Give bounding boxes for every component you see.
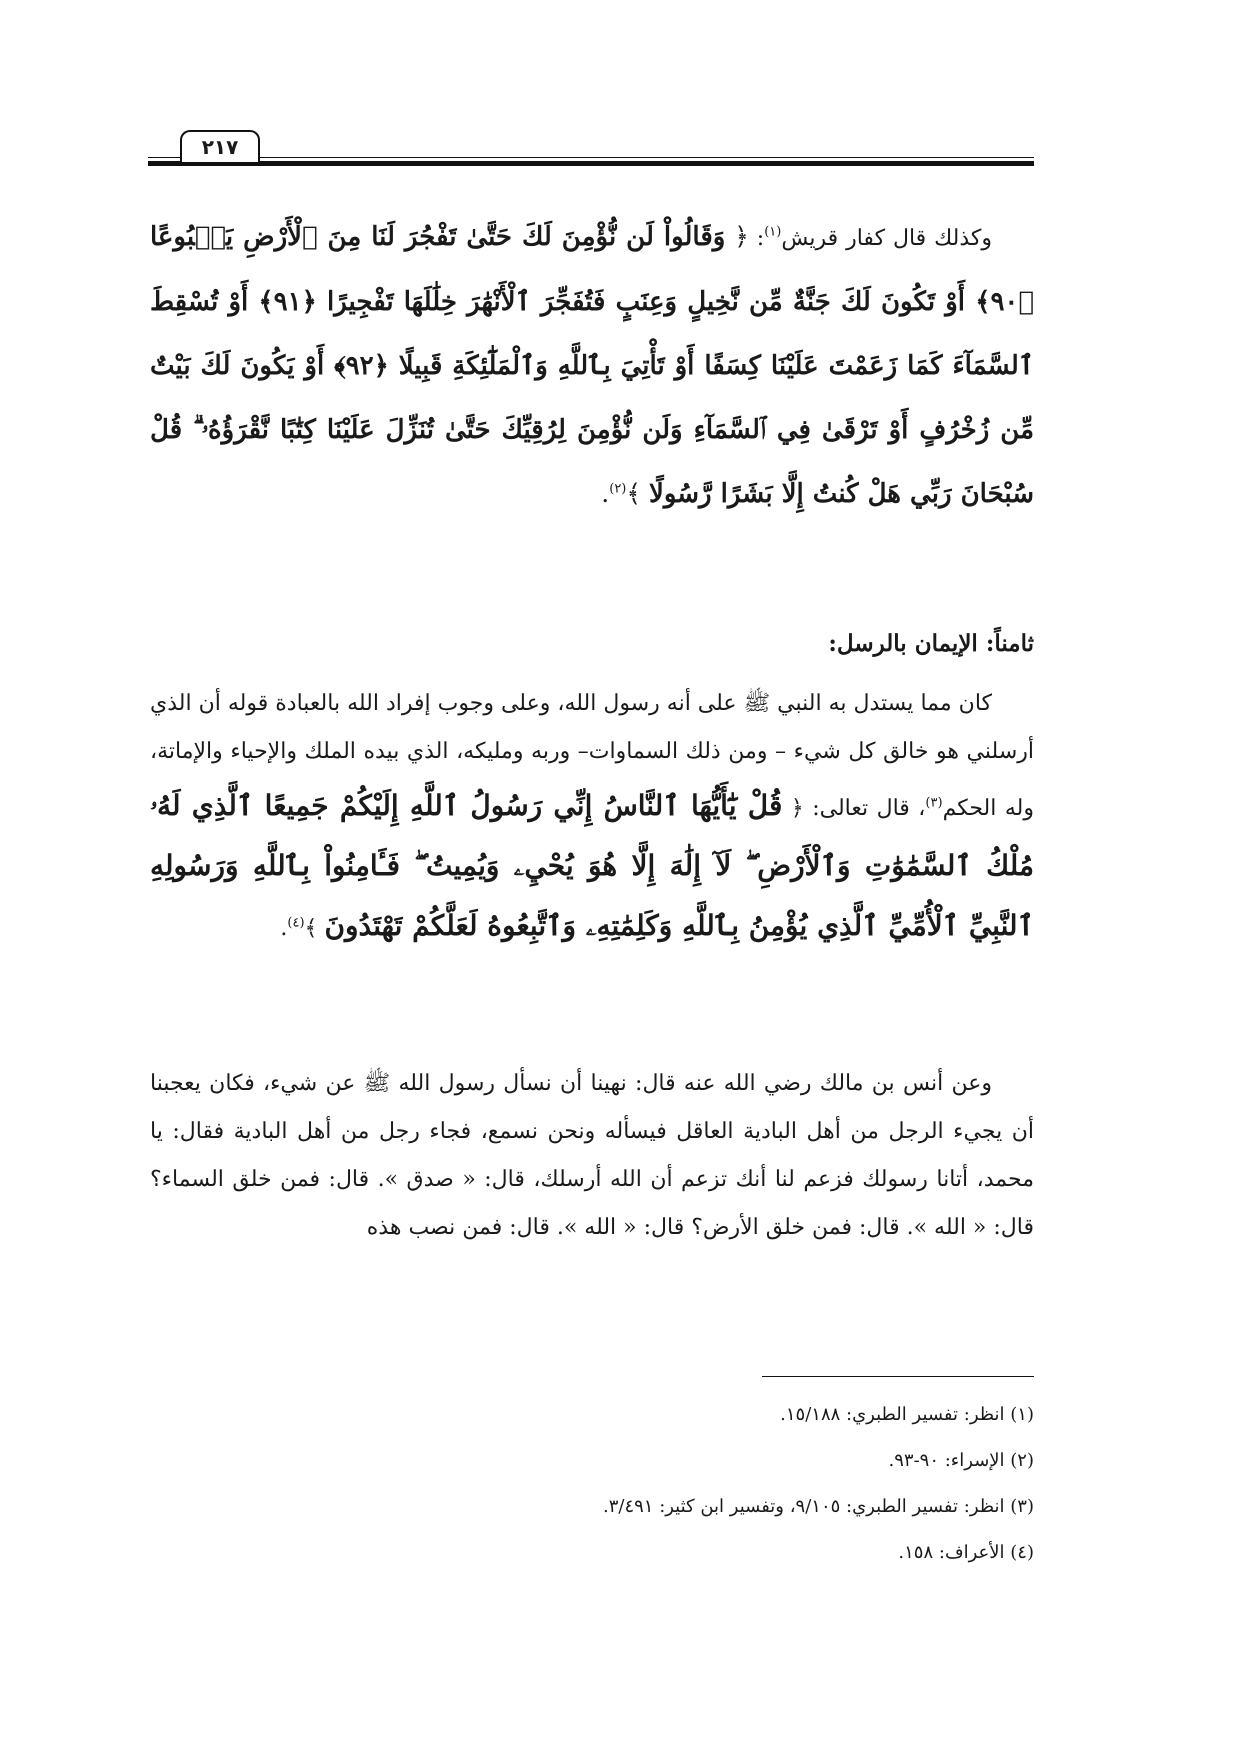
paragraph-hadith-anas <box>150 1060 1034 1252</box>
footnote-ref-1: (١) <box>764 224 782 240</box>
header-rule-thin <box>148 157 1034 158</box>
quran-open-bracket: ﴿ <box>782 796 804 821</box>
header-rule-thick <box>148 161 1034 166</box>
footnote-ref-2: (٢) <box>609 481 627 497</box>
para1-intro: وكذلك قال كفار قريش <box>781 226 992 251</box>
section-heading: ثامناً: الإيمان بالرسل: <box>828 630 1034 657</box>
quran-close-bracket: ﴾ <box>304 916 325 941</box>
quran-close-bracket: ﴾ <box>626 479 649 508</box>
paragraph-quran-isra <box>150 205 1034 526</box>
para2-text: كان مما يستدل به النبي ﷺ على أنه رسول الله، وعلى وجوب إفراد الله بالعبادة قوله أن الذي أرسلني هو خالق كل شيء – ومن ذلك السماوات– وربه ومليكه، الذي بيده الملك والإحياء والإماتة، وله الحكم <box>150 691 1034 821</box>
footnote-4: (٤) الأعراف: ١٥٨. <box>898 1542 1034 1563</box>
footnote-3: (٣) انظر: تفسير الطبري: ٩/١٠٥، وتفسير ابن كثير: ٣/٤٩١. <box>602 1496 1034 1517</box>
para1-colon: : <box>748 226 765 251</box>
para2-lead: ، قال تعالى: <box>803 796 926 821</box>
paragraph-belief-in-messengers <box>150 680 1034 956</box>
page-number: ٢١٧ <box>180 130 260 162</box>
page-header <box>148 128 1034 172</box>
footnote-divider <box>762 1376 1034 1377</box>
footnotes <box>150 1392 1034 1576</box>
footnote-ref-4: (٤) <box>287 915 305 931</box>
quran-verse-araf: قُلْ يَٰٓأَيُّهَا ٱلنَّاسُ إِنِّي رَسُولُ ٱللَّهِ إِلَيْكُمْ جَمِيعًا ٱلَّذِي لَهُۥ مُلْكُ ٱلسَّمَٰوَٰتِ وَٱلْأَرْضِ ۖ لَآ إِلَٰهَ إِلَّا هُوَ يُحْيِۦ وَيُمِيتُ ۖ فَـَٔامِنُواْ بِٱللَّهِ وَرَسُولِهِ ٱلنَّبِيِّ ٱلْأُمِّيِّ ٱلَّذِي يُؤْمِنُ بِٱللَّهِ وَكَلِمَٰتِهِۦ وَٱتَّبِعُوهُ لَعَلَّكُمْ تَهْتَدُونَ <box>150 789 1034 942</box>
para2-end: . <box>280 916 288 941</box>
footnote-1: (١) انظر: تفسير الطبري: ١٥/١٨٨. <box>780 1404 1034 1425</box>
para3-text: وعن أنس بن مالك رضي الله عنه قال: نهينا أن نسأل رسول الله ﷺ عن شيء، فكان يعجبنا أن يجيء الرجل من أهل البادية العاقل فيسأله ونحن نسمع، فجاء رجل من أهل البادية فقال: يا محمد، أتانا رسولك فزعم لنا أنك تزعم أن الله أرسلك، قال: « صدق ». قال: فمن خلق السماء؟ قال: « الله ». قال: فمن خلق الأرض؟ قال: « الله ». قال: فمن نصب هذه <box>150 1071 1034 1240</box>
quran-verse-isra: وَقَالُواْ لَن نُّؤْمِنَ لَكَ حَتَّىٰ تَفْجُرَ لَنَا مِنَ ٱلْأَرْضِ يَنۢبُوعًا ﴿٩٠﴾ أَوْ تَكُونَ لَكَ جَنَّةٌ مِّن نَّخِيلٍ وَعِنَبٍ فَتُفَجِّرَ ٱلْأَنْهَٰرَ خِلَٰلَهَا تَفْجِيرًا ﴿٩١﴾ أَوْ تُسْقِطَ ٱلسَّمَآءَ كَمَا زَعَمْتَ عَلَيْنَا كِسَفًا أَوْ تَأْتِيَ بِٱللَّهِ وَٱلْمَلَٰٓئِكَةِ قَبِيلًا ﴿٩٢﴾ أَوْ يَكُونَ لَكَ بَيْتٌ مِّن زُخْرُفٍ أَوْ تَرْقَىٰ فِي ٱلسَّمَآءِ وَلَن نُّؤْمِنَ لِرُقِيِّكَ حَتَّىٰ تُنَزِّلَ عَلَيْنَا كِتَٰبًا نَّقْرَؤُهُۥ ۗ قُلْ سُبْحَانَ رَبِّي هَلْ كُنتُ إِلَّا بَشَرًا رَّسُولًا <box>150 222 1035 509</box>
footnote-ref-3: (٣) <box>925 795 943 811</box>
para1-end: . <box>601 479 610 508</box>
footnote-2: (٢) الإسراء: ٩٠-٩٣. <box>888 1450 1034 1471</box>
quran-open-bracket: ﴿ <box>725 222 749 251</box>
